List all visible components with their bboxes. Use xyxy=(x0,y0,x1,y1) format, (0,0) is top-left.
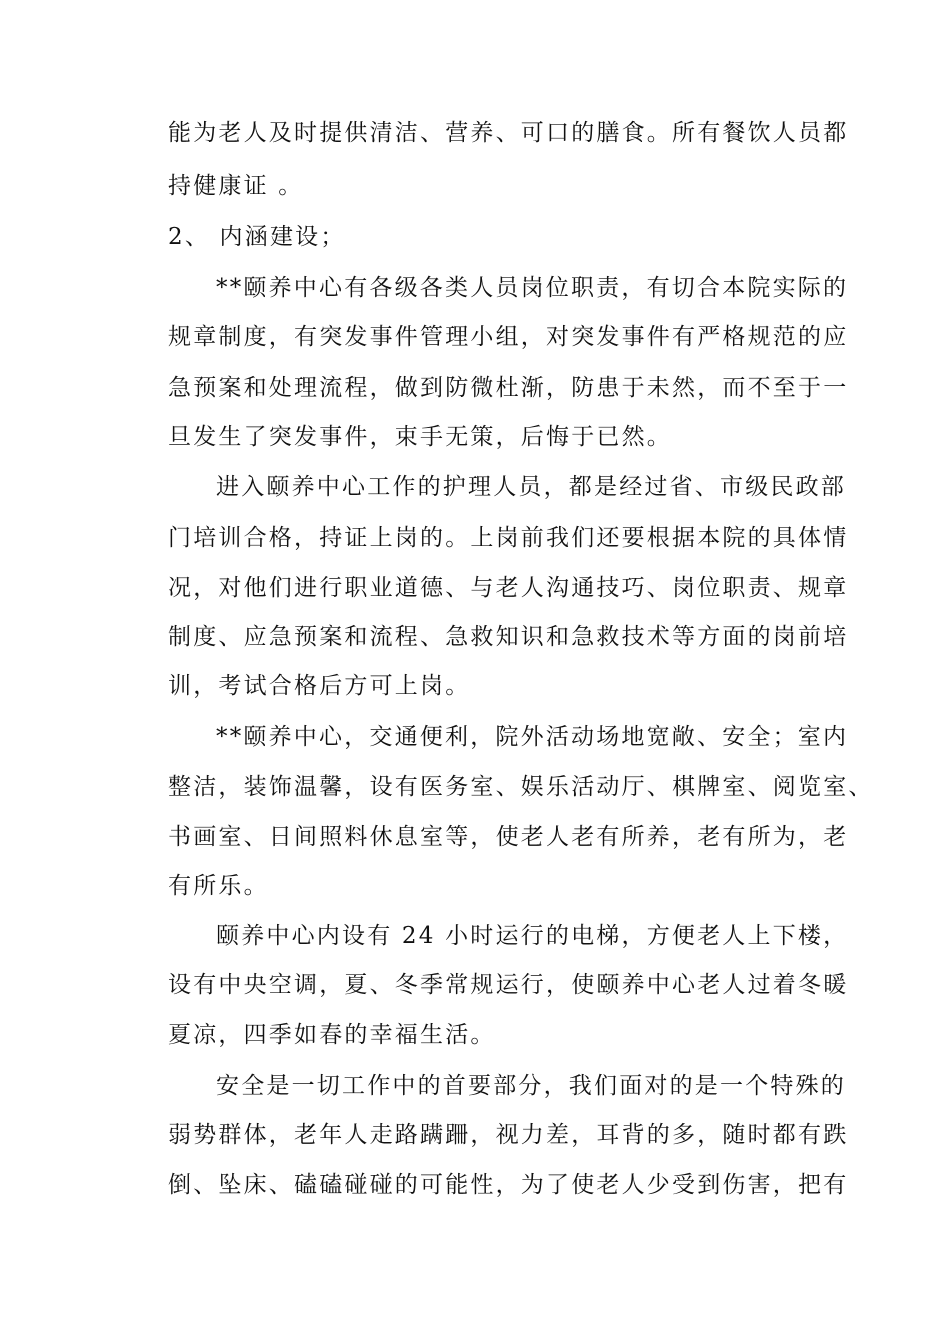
text-line: 训，考试合格后方可上岗。 xyxy=(168,673,471,699)
text-line: 规章制度，有突发事件管理小组，对突发事件有严格规范的应 xyxy=(168,324,849,350)
text-line: 安全是一切工作中的首要部分，我们面对的是一个特殊的 xyxy=(216,1073,846,1099)
text-line: 门培训合格，持证上岗的。上岗前我们还要根据本院的具体情 xyxy=(168,525,849,551)
section-heading: 2、 内涵建设； xyxy=(168,224,346,250)
text-line: 夏凉，四季如春的幸福生活。 xyxy=(168,1022,496,1048)
text-line: 况，对他们进行职业道德、与老人沟通技巧、岗位职责、规章 xyxy=(168,575,849,601)
text-line: 颐养中心内设有 24 小时运行的电梯，方便老人上下楼， xyxy=(216,923,849,949)
text-line: 设有中央空调，夏、冬季常规运行，使颐养中心老人过着冬暖 xyxy=(168,972,849,998)
text-line: 能为老人及时提供清洁、营养、可口的膳食。所有餐饮人员都 xyxy=(168,120,849,146)
text-line: 弱势群体，老年人走路蹒跚，视力差，耳背的多，随时都有跌 xyxy=(168,1122,849,1148)
text-line: **颐养中心，交通便利，院外活动场地宽敞、安全；室内 xyxy=(216,724,849,750)
text-line: 持健康证 。 xyxy=(168,173,304,199)
text-line: 制度、应急预案和流程、急救知识和急救技术等方面的岗前培 xyxy=(168,624,849,650)
text-line: 进入颐养中心工作的护理人员，都是经过省、市级民政部 xyxy=(216,474,846,500)
text-line: 倒、坠床、磕磕碰碰的可能性，为了使老人少受到伤害，把有 xyxy=(168,1172,849,1198)
text-line: 整洁，装饰温馨，设有医务室、娱乐活动厅、棋牌室、阅览室、 xyxy=(168,774,874,800)
text-line: 急预案和处理流程，做到防微杜渐，防患于未然，而不至于一 xyxy=(168,375,849,401)
text-line: 书画室、日间照料休息室等，使老人老有所养，老有所为，老 xyxy=(168,824,849,850)
text-line: 有所乐。 xyxy=(168,873,269,899)
text-line: **颐养中心有各级各类人员岗位职责，有切合本院实际的 xyxy=(216,275,849,301)
text-line: 旦发生了突发事件，束手无策，后悔于已然。 xyxy=(168,424,672,450)
